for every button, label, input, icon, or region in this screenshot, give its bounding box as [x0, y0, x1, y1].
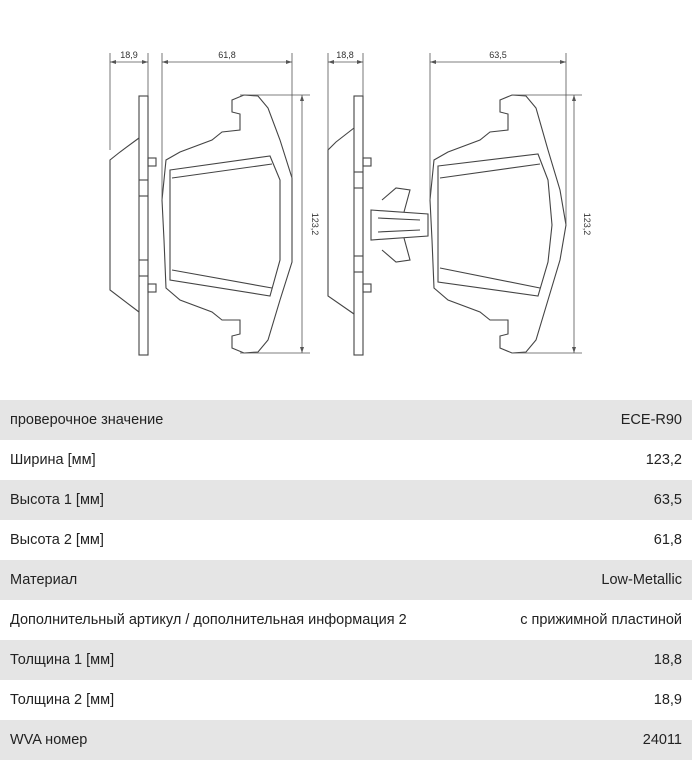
dim-right-height: 63,5	[489, 50, 507, 60]
spec-value: 63,5	[482, 480, 692, 520]
table-row	[0, 640, 692, 680]
table-row	[0, 600, 692, 640]
spec-label: Толщина 2 [мм]	[0, 680, 482, 720]
right-pad-side-view	[328, 96, 371, 355]
table-row	[0, 720, 692, 760]
spec-label: Высота 1 [мм]	[0, 480, 482, 520]
spec-value: ECE-R90	[482, 400, 692, 440]
right-pad-front-view	[430, 95, 566, 353]
spec-label: Высота 2 [мм]	[0, 520, 482, 560]
spec-value: с прижимной пластиной	[482, 600, 692, 640]
left-pad-side-view	[110, 96, 156, 355]
dim-right-thickness: 18,8	[336, 50, 354, 60]
retaining-clip	[371, 188, 428, 262]
spec-label: Ширина [мм]	[0, 440, 482, 480]
spec-label: проверочное значение	[0, 400, 482, 440]
dim-left-height: 61,8	[218, 50, 236, 60]
dim-left-thickness: 18,9	[120, 50, 138, 60]
spec-label: WVA номер	[0, 720, 482, 760]
spec-value: 123,2	[482, 440, 692, 480]
left-pad-front-view	[162, 95, 292, 353]
table-row	[0, 440, 692, 480]
spec-value: 61,8	[482, 520, 692, 560]
table-row	[0, 480, 692, 520]
table-row	[0, 400, 692, 440]
spec-value: Low-Metallic	[482, 560, 692, 600]
spec-label: Толщина 1 [мм]	[0, 640, 482, 680]
spec-value: 18,8	[482, 640, 692, 680]
table-row	[0, 680, 692, 720]
dim-left-width: 123,2	[310, 212, 320, 236]
spec-value: 24011	[482, 720, 692, 760]
spec-value: 18,9	[482, 680, 692, 720]
spec-table	[0, 400, 692, 760]
dim-right-width: 123,2	[582, 212, 592, 236]
table-row	[0, 560, 692, 600]
table-row	[0, 520, 692, 560]
spec-label: Материал	[0, 560, 482, 600]
spec-label: Дополнительный артикул / дополнительная информация 2	[0, 600, 482, 640]
